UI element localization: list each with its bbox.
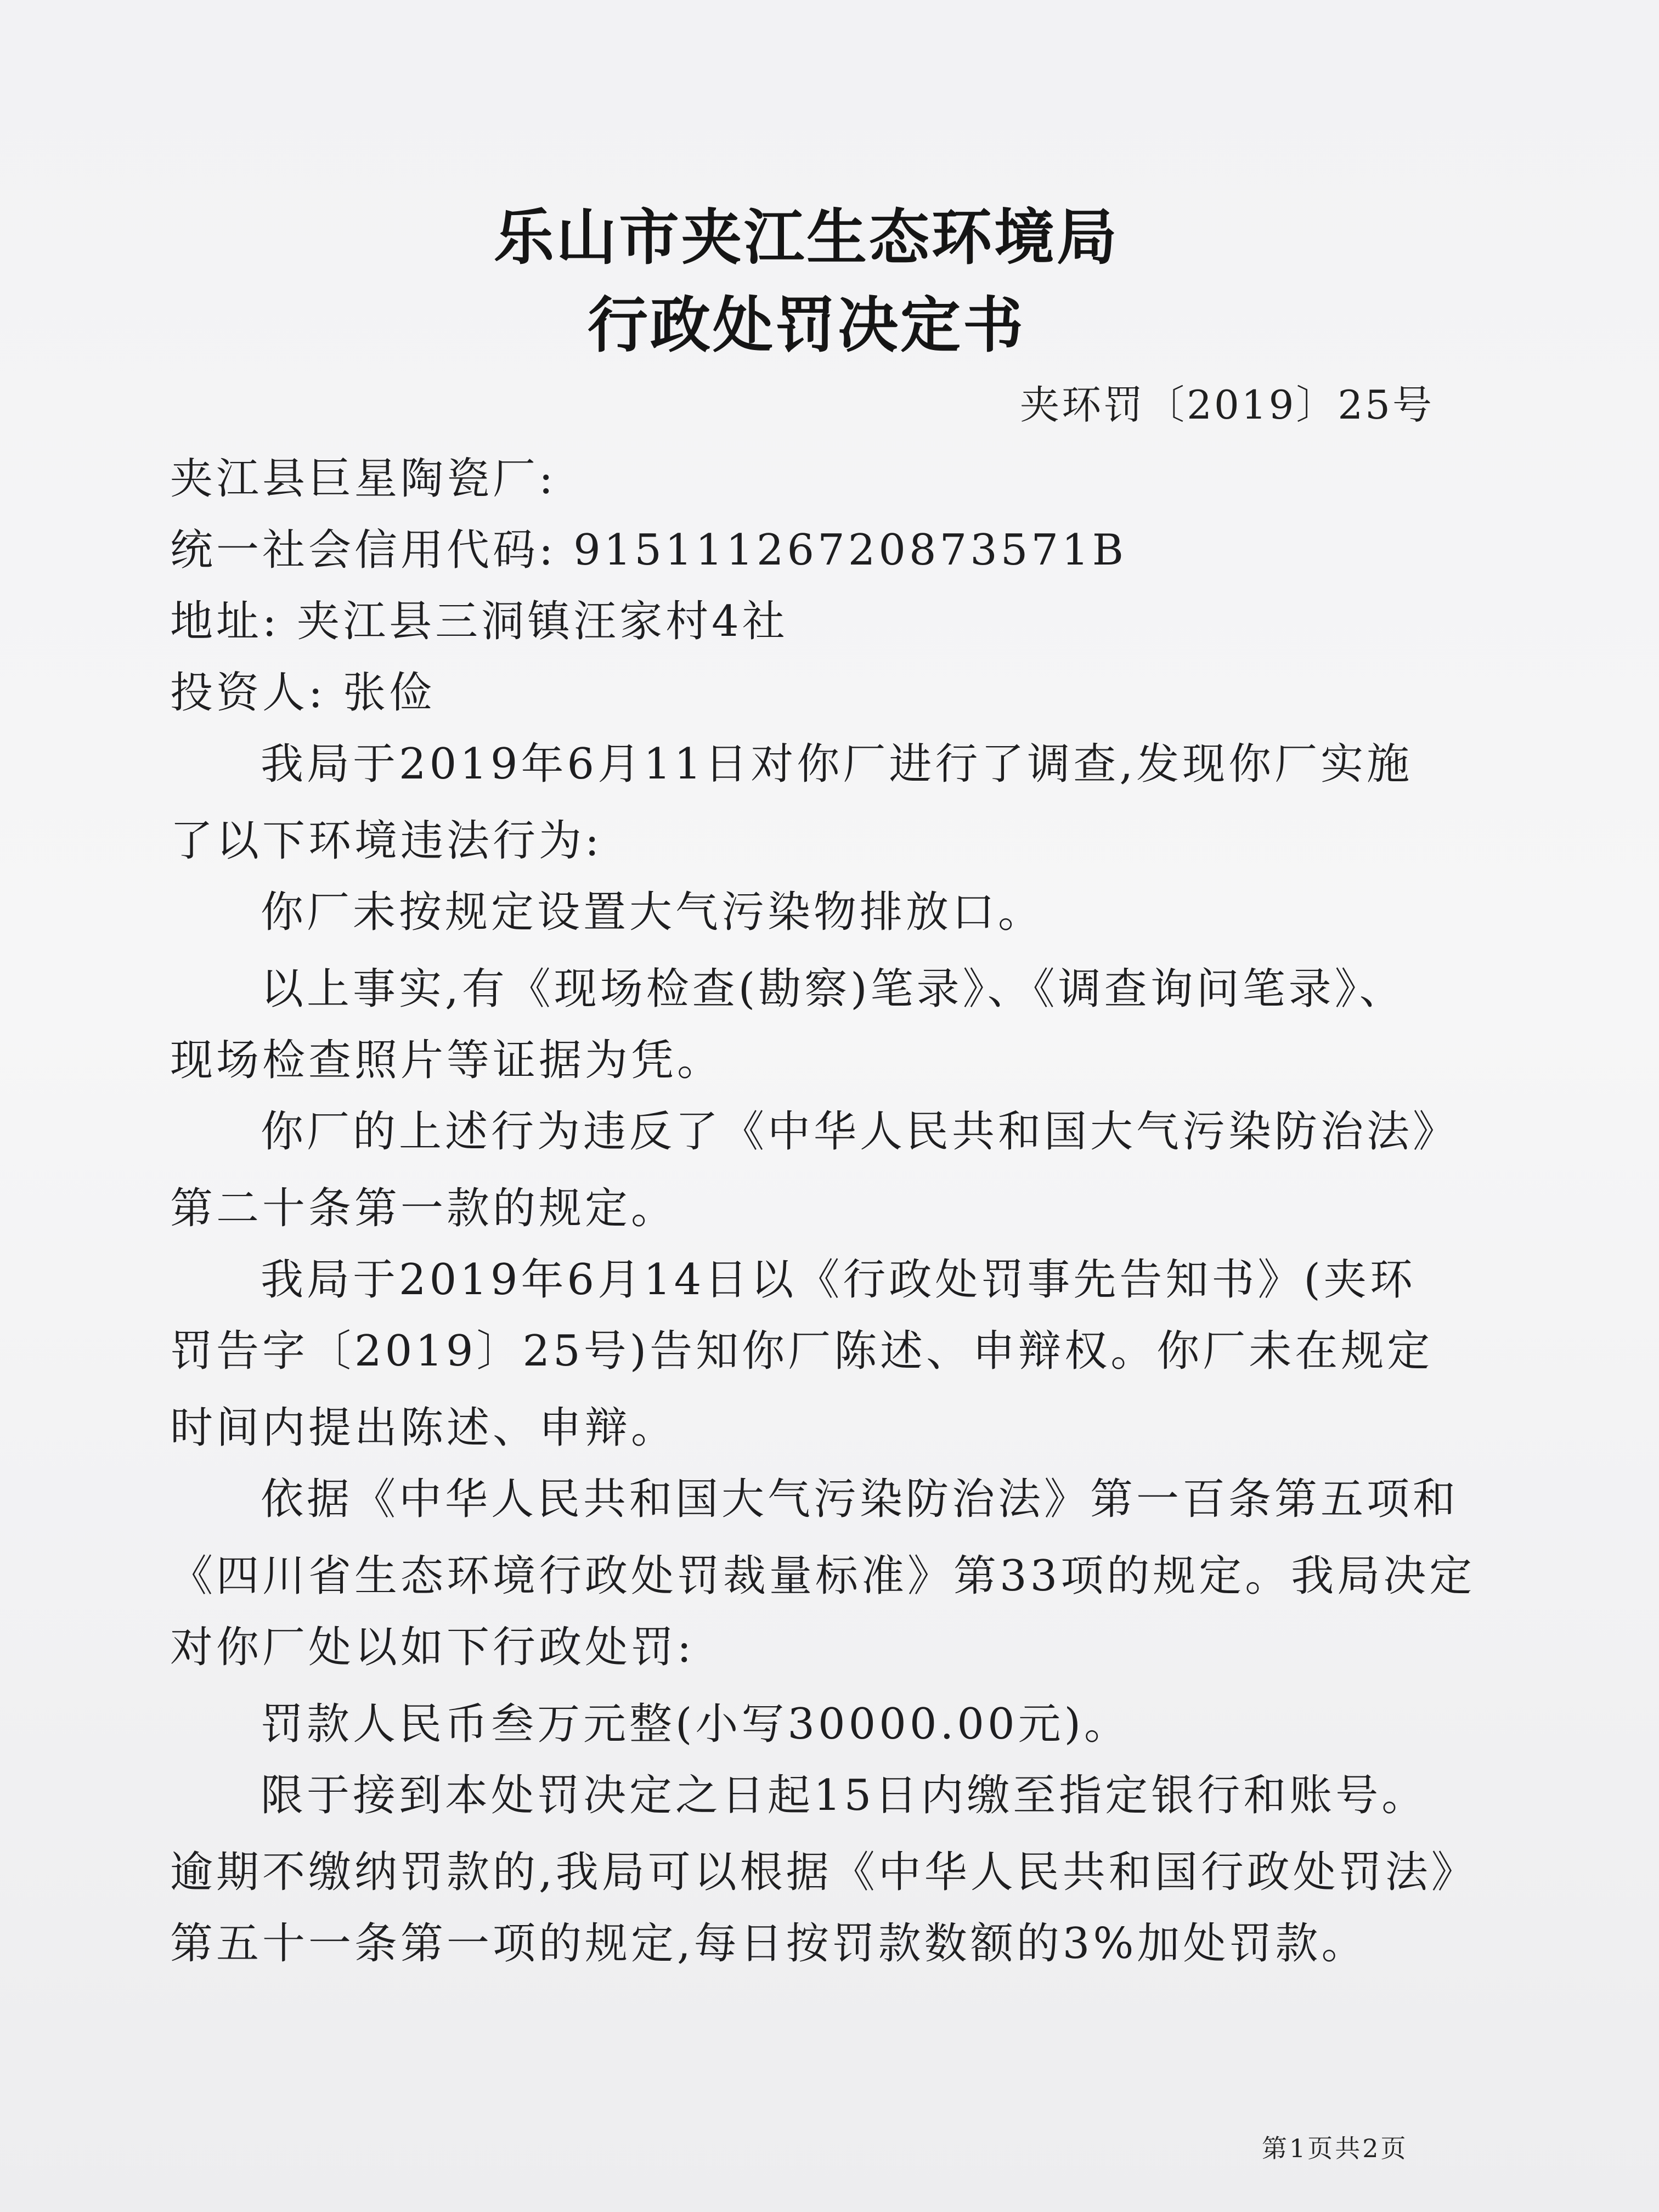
- body-line: 对你厂处以如下行政处罚:: [170, 1623, 695, 1672]
- body-line: 逾期不缴纳罚款的,我局可以根据《中华人民共和国行政处罚法》: [170, 1848, 1477, 1897]
- body-line: 你厂未按规定设置大气污染物排放口。: [261, 888, 1045, 937]
- body-line: 时间内提出陈述、申辩。: [170, 1403, 678, 1453]
- body-line: 依据《中华人民共和国大气污染防治法》第一百条第五项和: [261, 1475, 1459, 1524]
- body-line: 第二十条第一款的规定。: [170, 1184, 678, 1233]
- body-line: 我局于2019年6月14日以《行政处罚事先告知书》(夹环: [261, 1255, 1416, 1305]
- fine-amount: 罚款人民币叁万元整(小写30000.00元)。: [261, 1700, 1131, 1749]
- address: 地址: 夹江县三洞镇汪家村4社: [170, 597, 788, 646]
- body-line: 罚告字〔2019〕25号)告知你厂陈述、申辩权。你厂未在规定: [170, 1327, 1434, 1376]
- body-line: 以上事实,有《现场检查(勘察)笔录》、《调查询问笔录》、: [261, 964, 1406, 1014]
- body-line: 我局于2019年6月11日对你厂进行了调查,发现你厂实施: [261, 740, 1413, 789]
- document-number: 夹环罚〔2019〕25号: [1020, 382, 1434, 428]
- body-line: 《四川省生态环境行政处罚裁量标准》第33项的规定。我局决定: [170, 1551, 1476, 1601]
- document-title-type: 行政处罚决定书: [588, 290, 1025, 360]
- body-line: 了以下环境违法行为:: [170, 816, 603, 866]
- page-number: 第1页共2页: [1262, 2134, 1408, 2163]
- recipient-name: 夹江县巨星陶瓷厂:: [170, 454, 557, 504]
- body-line: 第五十一条第一项的规定,每日按罚款数额的3%加处罚款。: [170, 1919, 1368, 1968]
- investor: 投资人: 张俭: [170, 668, 436, 718]
- document-title-agency: 乐山市夹江生态环境局: [494, 202, 1119, 273]
- body-line: 现场检查照片等证据为凭。: [170, 1036, 724, 1085]
- body-line: 你厂的上述行为违反了《中华人民共和国大气污染防治法》: [261, 1107, 1459, 1156]
- credit-code: 统一社会信用代码: 91511126720873571B: [170, 526, 1127, 575]
- body-line: 限于接到本处罚决定之日起15日内缴至指定银行和账号。: [261, 1771, 1428, 1820]
